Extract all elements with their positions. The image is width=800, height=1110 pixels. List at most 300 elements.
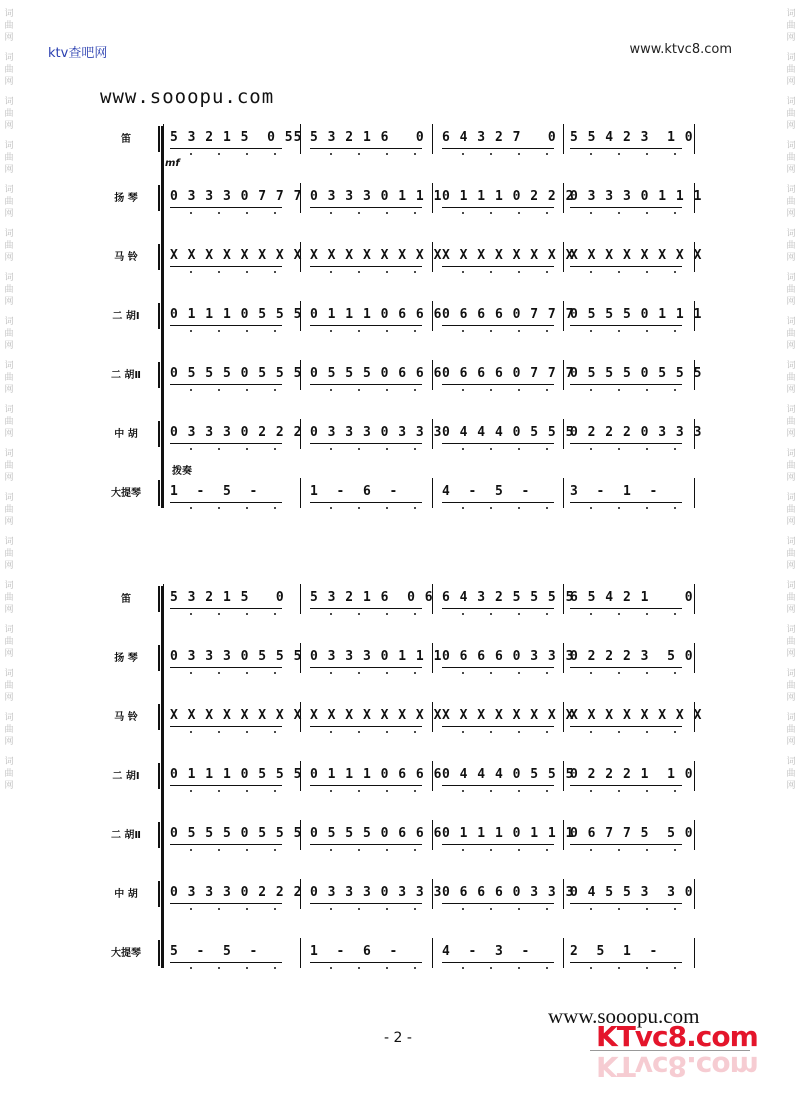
instrument-label: 二 胡Ⅰ [112,771,140,782]
octave-dot [218,908,220,910]
staff-row [0,118,800,158]
instrument-label: 二 胡Ⅱ [110,370,142,381]
instrument-label: 扬 琴 [114,193,138,204]
side-watermark-char: 曲 [4,373,14,383]
side-watermark-char: 词 [786,493,796,503]
octave-dot [274,271,276,273]
octave-dot [330,908,332,910]
measure: 4 - 5 - [442,484,531,499]
octave-dot [274,389,276,391]
side-watermark-char: 网 [786,737,796,747]
octave-dot [646,967,648,969]
octave-dot [590,613,592,615]
side-watermark-char: 曲 [4,285,14,295]
measure: 0 1 1 1 0 5 5 5 [170,307,303,322]
octave-dot [218,731,220,733]
octave-dot [414,507,416,509]
barline [163,938,164,968]
octave-dot [386,212,388,214]
beat-underline [570,384,682,385]
measure: 5 5 4 2 3 1 0 [570,130,694,145]
measure: 0 1 1 1 0 2 2 2 [442,189,575,204]
beat-underline [442,148,554,149]
octave-dot [462,507,464,509]
side-watermark-char: 词 [4,9,14,19]
measure: 5 3 2 1 5 0 55 [170,130,303,145]
octave-dot [274,790,276,792]
beat-underline [310,207,422,208]
octave-dot [518,672,520,674]
barline [563,938,564,968]
side-watermark-char: 词 [786,581,796,591]
measure: 0 6 7 7 5 5 0 [570,826,694,841]
octave-dot [618,849,620,851]
instrument-label: 马 铃 [114,712,138,723]
side-watermark-char: 曲 [4,681,14,691]
octave-dot [618,448,620,450]
octave-dot [246,153,248,155]
side-watermark-char: 曲 [786,637,796,647]
side-watermark-char: 词 [4,97,14,107]
octave-dot [590,448,592,450]
beat-underline [442,608,554,609]
octave-dot [218,849,220,851]
octave-dot [618,330,620,332]
octave-dot [674,448,676,450]
side-watermark-char: 网 [786,121,796,131]
measure: 5 3 2 1 5 0 [170,590,285,605]
instrument-label: 二 胡Ⅱ [110,830,142,841]
side-watermark-char: 词 [4,493,14,503]
measure: X X X X X X X X [442,708,575,723]
octave-dot [546,153,548,155]
octave-dot [386,672,388,674]
octave-dot [590,731,592,733]
side-watermark-char: 网 [4,649,14,659]
octave-dot [518,448,520,450]
measure: 0 6 6 6 0 3 3 3 [442,885,575,900]
octave-dot [358,613,360,615]
octave-dot [590,212,592,214]
octave-dot [518,790,520,792]
beat-underline [570,325,682,326]
octave-dot [646,790,648,792]
staff-row [0,637,800,677]
side-watermark-char: 曲 [786,593,796,603]
side-watermark-char: 曲 [786,417,796,427]
side-watermark-char: 词 [786,625,796,635]
barline [694,643,695,673]
side-watermark-char: 网 [786,385,796,395]
barline [300,938,301,968]
octave-dot [414,153,416,155]
staff-row [0,696,800,736]
barline [163,879,164,909]
octave-dot [646,507,648,509]
beat-underline [442,962,554,963]
side-watermark-char: 曲 [786,21,796,31]
staff-row [0,932,800,972]
octave-dot [546,731,548,733]
measure: 0 1 1 1 0 6 6 6 [310,767,443,782]
instrument-label: 扬 琴 [114,653,138,664]
octave-dot [218,330,220,332]
beat-underline [442,667,554,668]
octave-dot [462,271,464,273]
octave-dot [590,330,592,332]
measure: 5 3 2 1 6 0 [310,130,425,145]
barline [163,360,164,390]
octave-dot [590,849,592,851]
barline [163,702,164,732]
barline [432,478,433,508]
octave-dot [590,389,592,391]
octave-dot [674,212,676,214]
octave-dot [674,967,676,969]
octave-dot [646,153,648,155]
octave-dot [246,672,248,674]
octave-dot [490,849,492,851]
side-watermark-char: 曲 [4,21,14,31]
side-watermark-char: 网 [4,297,14,307]
header-site-url[interactable]: www.ktvc8.com [629,42,732,57]
octave-dot [646,330,648,332]
octave-dot [646,212,648,214]
octave-dot [518,212,520,214]
octave-dot [490,212,492,214]
measure: 0 3 3 3 0 1 1 1 [310,189,443,204]
octave-dot [274,849,276,851]
barline [300,478,301,508]
octave-dot [330,967,332,969]
side-watermark-char: 网 [4,429,14,439]
octave-dot [274,672,276,674]
side-watermark-char: 网 [4,165,14,175]
measure: 0 3 3 3 0 3 3 3 [310,425,443,440]
side-watermark-char: 曲 [4,417,14,427]
octave-dot [518,153,520,155]
side-watermark-char: 词 [786,229,796,239]
measure: 0 4 4 4 0 5 5 5 [442,767,575,782]
side-watermark-char: 曲 [4,593,14,603]
beat-underline [442,726,554,727]
octave-dot [246,967,248,969]
instrument-label: 马 铃 [114,252,138,263]
octave-dot [358,153,360,155]
octave-dot [274,613,276,615]
octave-dot [246,908,248,910]
watermark-site-bottom: www.sooopu.com [548,1004,700,1028]
octave-dot [358,908,360,910]
octave-dot [218,672,220,674]
octave-dot [414,613,416,615]
side-watermark-char: 词 [4,405,14,415]
octave-dot [218,448,220,450]
barline [694,124,695,154]
octave-dot [618,212,620,214]
side-watermark-char: 曲 [4,241,14,251]
octave-dot [274,330,276,332]
measure: 0 1 1 1 0 6 6 6 [310,307,443,322]
octave-dot [518,613,520,615]
beat-underline [570,962,682,963]
octave-dot [546,389,548,391]
beat-underline [170,608,282,609]
octave-dot [546,271,548,273]
measure: 0 6 6 6 0 3 3 3 [442,649,575,664]
side-watermark-char: 词 [786,317,796,327]
octave-dot [330,153,332,155]
octave-dot [590,271,592,273]
octave-dot [674,507,676,509]
octave-dot [414,967,416,969]
octave-dot [358,330,360,332]
octave-dot [518,271,520,273]
measure: 2 5 1 - [570,944,659,959]
barline [163,643,164,673]
ktvc8-logo: KTvc8.com [596,1020,758,1053]
octave-dot [518,908,520,910]
staff-row [0,236,800,276]
beat-underline [570,148,682,149]
beat-underline [310,667,422,668]
beat-underline [570,266,682,267]
page-number: - 2 - [384,1030,412,1046]
side-watermark-char: 曲 [786,461,796,471]
measure: 0 3 3 3 0 7 7 7 [170,189,303,204]
beat-underline [310,844,422,845]
barline [163,242,164,272]
octave-dot [386,271,388,273]
octave-dot [674,389,676,391]
beat-underline [170,726,282,727]
octave-dot [618,967,620,969]
measure: X X X X X X X X [310,708,443,723]
side-watermark-char: 网 [4,341,14,351]
side-watermark-char: 曲 [786,769,796,779]
octave-dot [618,613,620,615]
dynamic-mark: mf [165,158,180,169]
beat-underline [170,148,282,149]
beat-underline [170,502,282,503]
side-watermark-char: 词 [4,449,14,459]
octave-dot [462,613,464,615]
beat-underline [170,325,282,326]
octave-dot [190,731,192,733]
side-watermark-char: 词 [786,537,796,547]
beat-underline [442,502,554,503]
side-watermark-char: 词 [4,185,14,195]
octave-dot [330,389,332,391]
side-watermark-char: 词 [4,757,14,767]
octave-dot [618,731,620,733]
barline [300,584,301,614]
side-watermark-char: 网 [786,77,796,87]
octave-dot [546,672,548,674]
octave-dot [590,153,592,155]
side-watermark-char: 词 [786,713,796,723]
octave-dot [546,613,548,615]
octave-dot [274,212,276,214]
measure: X X X X X X X X [570,248,703,263]
octave-dot [618,507,620,509]
measure: 5 3 2 1 6 0 6 [310,590,434,605]
octave-dot [190,212,192,214]
barline [694,938,695,968]
octave-dot [358,389,360,391]
side-watermark-char: 曲 [786,109,796,119]
octave-dot [274,908,276,910]
octave-dot [330,849,332,851]
instrument-label: 大提琴 [111,488,141,499]
octave-dot [490,908,492,910]
octave-dot [190,271,192,273]
octave-dot [462,849,464,851]
octave-dot [386,389,388,391]
octave-dot [330,507,332,509]
side-watermark-char: 曲 [786,725,796,735]
measure: 3 - 1 - [570,484,659,499]
beat-underline [170,266,282,267]
measure: 0 4 5 5 3 3 0 [570,885,694,900]
side-watermark-char: 词 [4,537,14,547]
octave-dot [190,153,192,155]
octave-dot [414,212,416,214]
staff-row [0,578,800,618]
beat-underline [310,502,422,503]
octave-dot [218,790,220,792]
side-watermark-char: 曲 [4,65,14,75]
measure: X X X X X X X X [310,248,443,263]
octave-dot [358,790,360,792]
measure: 0 1 1 1 0 1 1 1 [442,826,575,841]
measure: 0 5 5 5 0 5 5 5 [170,366,303,381]
header-site-name[interactable]: ktv查吧网 [48,46,108,61]
beat-underline [442,785,554,786]
side-watermark-char: 网 [4,693,14,703]
octave-dot [386,849,388,851]
octave-dot [646,731,648,733]
octave-dot [190,613,192,615]
octave-dot [462,967,464,969]
beat-underline [570,608,682,609]
octave-dot [646,613,648,615]
octave-dot [646,849,648,851]
side-watermark-char: 词 [786,405,796,415]
octave-dot [646,389,648,391]
octave-dot [190,790,192,792]
side-watermark-char: 网 [786,605,796,615]
octave-dot [518,330,520,332]
beat-underline [170,962,282,963]
measure: 0 3 3 3 0 2 2 2 [170,885,303,900]
octave-dot [330,330,332,332]
octave-dot [618,672,620,674]
octave-dot [358,271,360,273]
barline [163,419,164,449]
staff-row [0,755,800,795]
octave-dot [386,153,388,155]
octave-dot [490,448,492,450]
measure: 0 2 2 2 0 3 3 3 [570,425,703,440]
octave-dot [674,731,676,733]
octave-dot [490,613,492,615]
side-watermark-char: 网 [4,473,14,483]
staff-row [0,177,800,217]
octave-dot [546,849,548,851]
side-watermark-char: 曲 [4,329,14,339]
octave-dot [218,967,220,969]
octave-dot [546,330,548,332]
barline [694,478,695,508]
octave-dot [386,967,388,969]
side-watermark-char: 网 [786,781,796,791]
octave-dot [246,212,248,214]
octave-dot [218,507,220,509]
beat-underline [310,962,422,963]
measure: X X X X X X X X [570,708,703,723]
octave-dot [386,908,388,910]
octave-dot [414,908,416,910]
octave-dot [490,967,492,969]
side-watermark-char: 网 [786,517,796,527]
beat-underline [170,844,282,845]
barline [163,584,164,614]
side-watermark-char: 网 [4,253,14,263]
octave-dot [414,790,416,792]
side-watermark-char: 曲 [4,109,14,119]
octave-dot [490,731,492,733]
beat-underline [310,266,422,267]
measure: 0 6 6 6 0 7 7 7 [442,366,575,381]
octave-dot [386,330,388,332]
side-watermark-char: 词 [4,625,14,635]
barline [163,183,164,213]
octave-dot [414,849,416,851]
octave-dot [246,507,248,509]
octave-dot [274,153,276,155]
octave-dot [330,672,332,674]
octave-dot [330,731,332,733]
side-watermark-char: 词 [786,669,796,679]
barline [163,478,164,508]
measure: 5 - 5 - [170,944,259,959]
octave-dot [246,448,248,450]
beat-underline [310,608,422,609]
octave-dot [490,330,492,332]
beat-underline [310,785,422,786]
octave-dot [414,672,416,674]
beat-underline [442,903,554,904]
side-watermark-char: 网 [4,385,14,395]
side-watermark-char: 曲 [4,549,14,559]
beat-underline [170,384,282,385]
side-watermark-char: 曲 [786,681,796,691]
side-watermark-char: 词 [4,317,14,327]
octave-dot [518,731,520,733]
beat-underline [442,325,554,326]
octave-dot [218,389,220,391]
octave-dot [618,389,620,391]
octave-dot [646,271,648,273]
octave-dot [546,448,548,450]
octave-dot [646,448,648,450]
octave-dot [490,672,492,674]
octave-dot [590,672,592,674]
octave-dot [414,389,416,391]
octave-dot [546,507,548,509]
octave-dot [246,849,248,851]
